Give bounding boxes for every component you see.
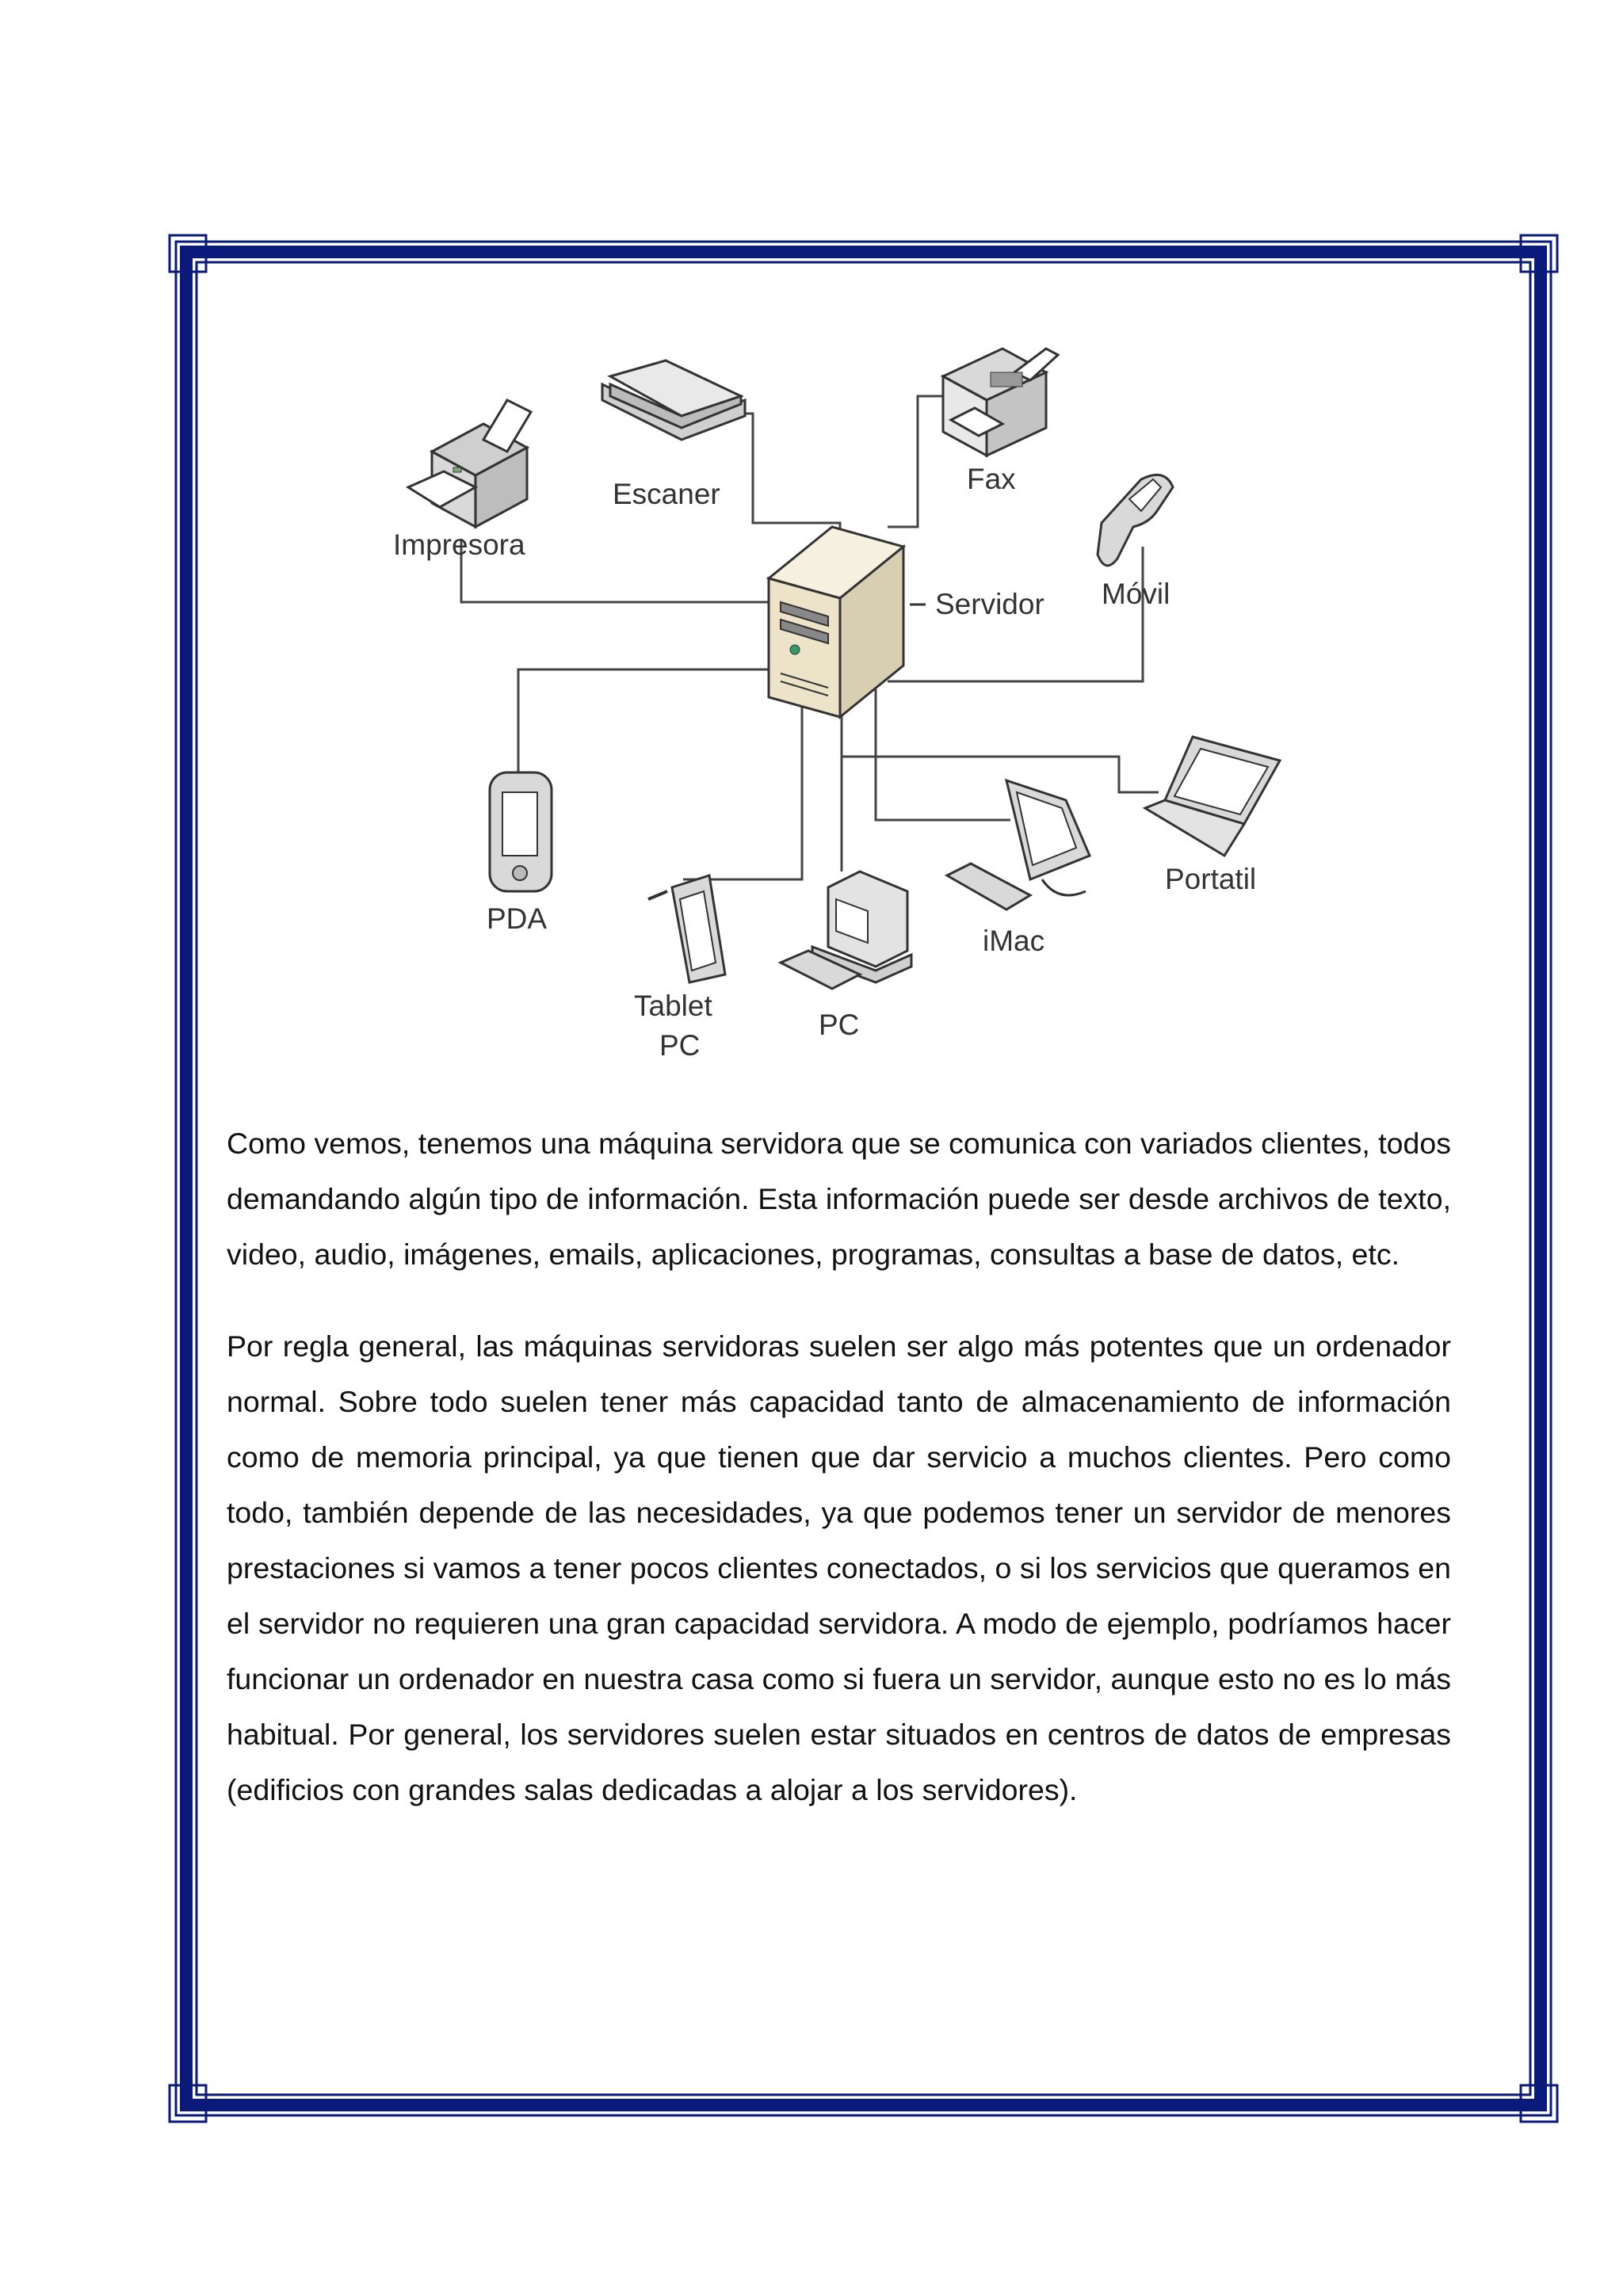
fax-icon [943, 349, 1058, 456]
link-tablet [683, 689, 802, 879]
scanner-icon [602, 360, 745, 440]
link-imac [876, 689, 1010, 820]
paragraph: Como vemos, tenemos una máquina servidora que se comunica con variados clientes, todos demandando algún tipo de información. Esta información puede ser desde archivos de texto, video, audio, imágenes, emails, aplicaciones, programas, consultas a base de datos, etc. [227, 1127, 1451, 1271]
imac-icon [947, 780, 1090, 910]
printer-icon [408, 400, 531, 527]
imac-label: iMac [983, 925, 1045, 957]
mobile-label: Móvil [1102, 578, 1170, 610]
fax-label: Fax [967, 463, 1016, 495]
tablet-label-line2: PC [659, 1029, 701, 1062]
mobile-icon [1098, 475, 1173, 566]
pc-icon [781, 871, 911, 989]
scanner-label: Escaner [613, 478, 720, 510]
pda-label: PDA [487, 902, 548, 935]
paragraph: Por regla general, las máquinas servidoras suelen ser algo más potentes que un ordenador normal. Sobre todo suelen tener más capacidad tanto de almacenamiento de información como de memoria principal, ya que tienen que dar servicio a muchos clientes. Pero como todo, también depende de las necesidades, ya que podemos tener un servidor de menores prestaciones si vamos a tener pocos clientes conectados, o si los servicios que queramos en el servidor no requieren una gran capacidad servidora. A modo de ejemplo, podríamos hacer funcionar un ordenador en nuestra casa como si fuera un servidor, aunque esto no es lo más habitual. Por general, los servidores suelen estar situados en centros de datos de empresas (edificios con grandes salas dedicadas a alojar a los servidores). [227, 1329, 1451, 1806]
link-laptop [842, 757, 1159, 792]
laptop-icon [1145, 737, 1280, 856]
pda-icon [490, 772, 552, 891]
tablet-icon [648, 875, 725, 982]
link-pda [518, 669, 773, 812]
server-icon [769, 527, 903, 717]
body-text [227, 1116, 1451, 1817]
tablet-label-line1: Tablet [634, 990, 712, 1022]
pc-label: PC [819, 1009, 860, 1041]
printer-label: Impresora [393, 528, 525, 561]
server-label: Servidor [935, 588, 1044, 620]
laptop-label: Portatil [1165, 863, 1257, 895]
